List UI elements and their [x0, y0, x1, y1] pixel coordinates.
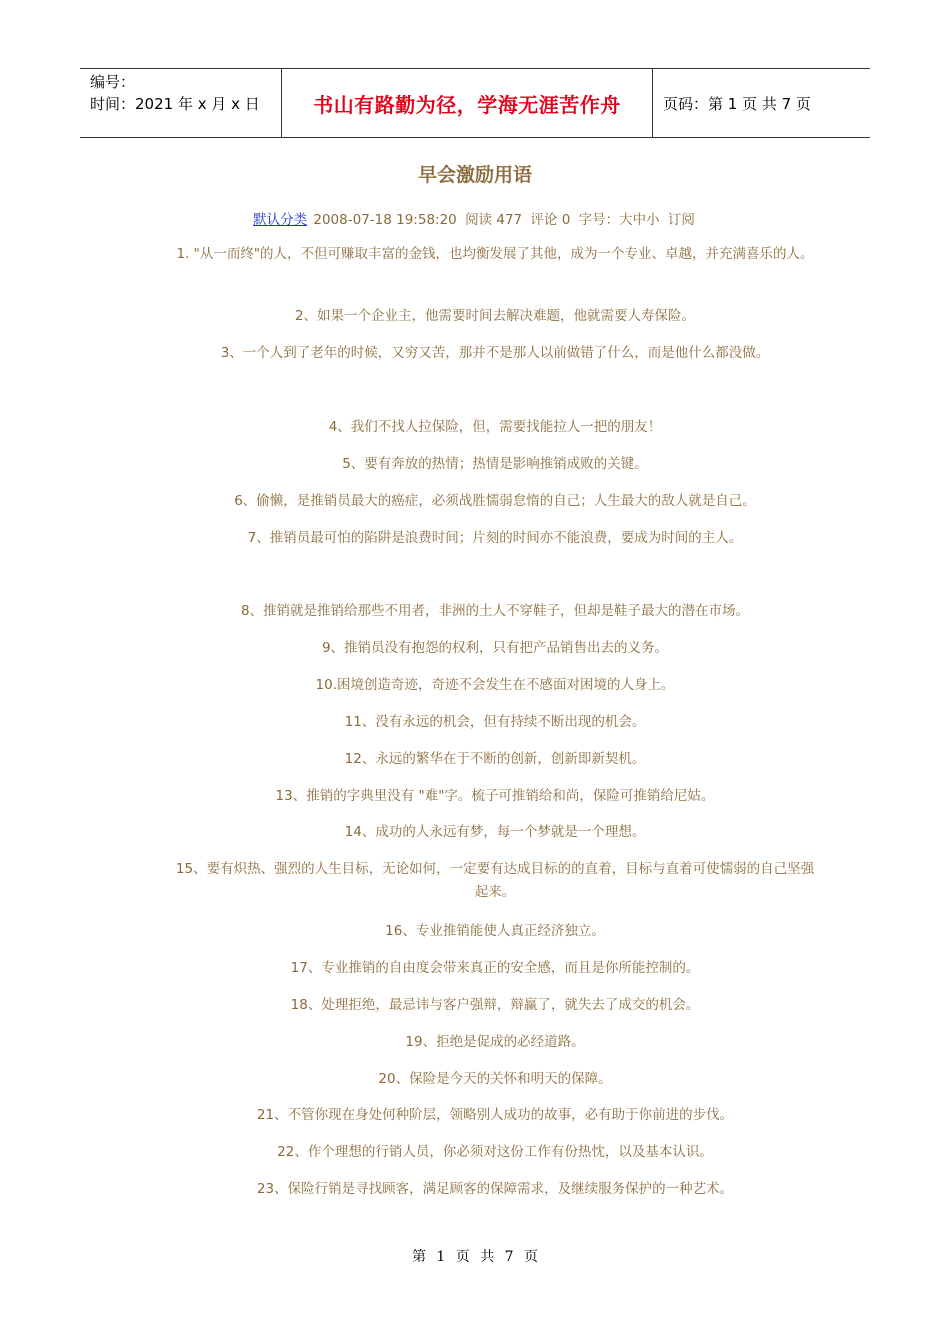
list-item: 3、一个人到了老年的时候，又穷又苦，那并不是那人以前做错了什么，而是他什么都没做。 [220, 345, 770, 361]
article-meta [0, 208, 950, 228]
list-item: 21、不管你现在身处何种阶层，领略别人成功的故事，必有助于你前进的步伐。 [256, 1107, 734, 1123]
list-item: 9、推销员没有抱怨的权利，只有把产品销售出去的义务。 [321, 640, 669, 656]
time-label: 时间：2021 年 x 月 x 日 [90, 95, 260, 113]
list-item: 7、推销员最可怕的陷阱是浪费时间；片刻的时间亦不能浪费，要成为时间的主人。 [247, 530, 743, 546]
list-item: 15、要有炽热、强烈的人生目标，无论如何，一定要有达成目标的的直着，目标与直着可使懦弱的自己坚强起来。 [175, 861, 815, 900]
header-page-info: 页码：第 1 页 共 7 页 [663, 94, 811, 113]
post-datetime: 2008-07-18 19:58:20 [313, 212, 457, 228]
list-item: 11、没有永远的机会，但有持续不断出现的机会。 [344, 714, 646, 730]
subscribe-link[interactable]: 订阅 [667, 212, 695, 228]
list-item: 13、推销的字典里没有 "难"字。梳子可推销给和尚，保险可推销给尼姑。 [275, 788, 715, 804]
list-item: 5、要有奔放的热情；热情是影响推销成败的关键。 [342, 456, 648, 472]
list-item: 17、专业推销的自由度会带来真正的安全感，而且是你所能控制的。 [290, 960, 700, 976]
number-label: 编号： [90, 73, 136, 91]
document-header-table [80, 68, 870, 138]
list-item: 23、保险行销是寻找顾客，满足顾客的保障需求，及继续服务保护的一种艺术。 [256, 1181, 734, 1197]
list-item: 20、保险是今天的关怀和明天的保障。 [378, 1071, 612, 1087]
list-item: 8、推销就是推销给那些不用者，非洲的土人不穿鞋子，但却是鞋子最大的潜在市场。 [240, 603, 750, 619]
list-item: 19、拒绝是促成的必经道路。 [405, 1034, 585, 1050]
comment-count: 评论 0 [530, 212, 571, 228]
list-item: 14、成功的人永远有梦，每一个梦就是一个理想。 [344, 824, 646, 840]
font-size-options[interactable]: 字号：大中小 [578, 212, 660, 228]
list-item: 16、专业推销能使人真正经济独立。 [385, 923, 605, 939]
header-motto: 书山有路勤为径，学海无涯苦作舟 [281, 69, 653, 137]
read-count: 阅读 477 [465, 212, 523, 228]
list-item: 2、如果一个企业主，他需要时间去解决难题，他就需要人寿保险。 [294, 308, 696, 324]
list-item: 18、处理拒绝，最忌讳与客户强辩，辩赢了，就失去了成交的机会。 [290, 997, 700, 1013]
page-footer: 第 1 页 共 7 页 [411, 1249, 539, 1265]
header-left-cell [80, 69, 281, 137]
list-item: 1. "从一而终"的人，不但可赚取丰富的金钱，也均衡发展了其他，成为一个专业、卓越，并充满喜乐的人。 [176, 246, 814, 262]
list-item: 4、我们不找人拉保险，但，需要找能拉人一把的朋友！ [328, 419, 662, 435]
list-item: 10.困境创造奇迹，奇迹不会发生在不感面对困境的人身上。 [315, 677, 675, 693]
list-item: 6、偷懒，是推销员最大的癌症，必须战胜懦弱怠惰的自己；人生最大的敌人就是自己。 [234, 493, 756, 509]
list-item: 22、作个理想的行销人员，你必须对这份工作有份热忱，以及基本认识。 [277, 1144, 713, 1160]
category-link[interactable]: 默认分类 [253, 212, 308, 228]
article-title: 早会激励用语 [417, 164, 532, 186]
list-item: 12、永远的繁华在于不断的创新，创新即新契机。 [344, 751, 646, 767]
